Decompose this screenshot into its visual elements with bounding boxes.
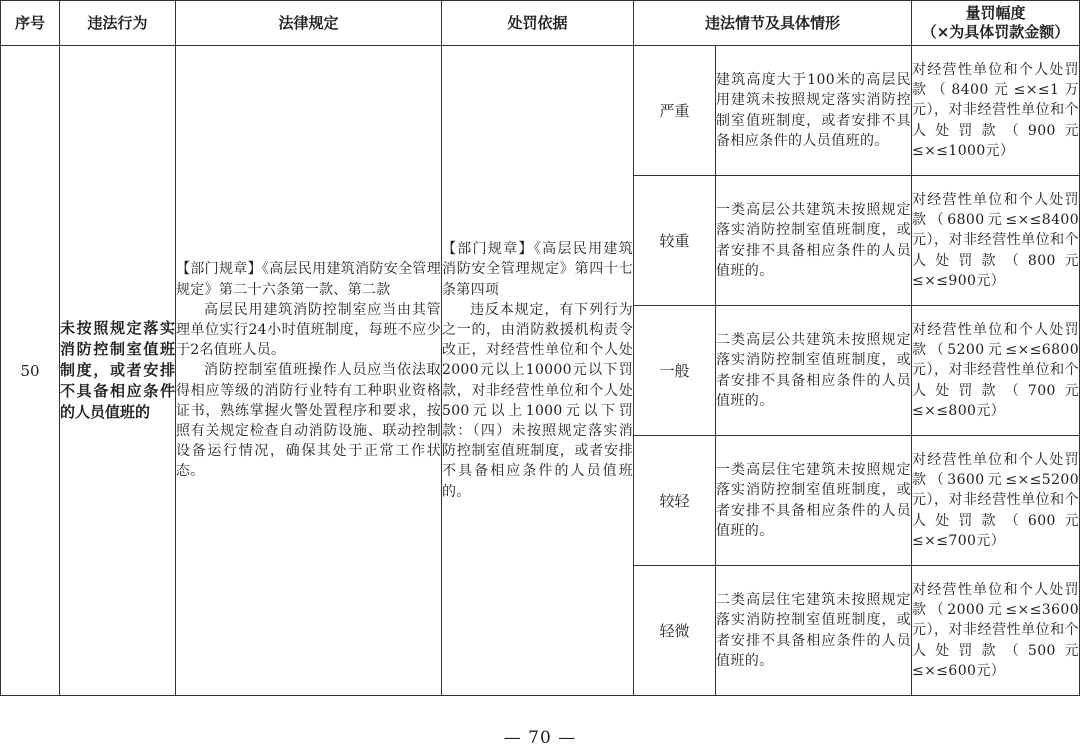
header-act: 违法行为 [60,1,176,46]
basis-text: 违反本规定，有下列行为之一的，由消防救援机构责令改正，对经营性单位和个人处2000元以上10000元以下罚款，对非经营性单位和个人处500元以上1000元以下罚款：（四）未按照规定落实消防控制室值班制度，或者安排不具备相应条件的人员值班的。 [442,301,633,500]
table-row [1,46,1080,176]
law-text-2: 消防控制室值班操作人员应当依法取得相应等级的消防行业特有工种职业资格证书，熟练掌握火警处置程序和要求，按照有关规定检查自动消防设施、联动控制设备运行情况，确保其处于正常工作状态。 [176,362,441,480]
level-penalty: 对经营性单位和个人处罚款（3600元≤×≤5200元），对非经营性单位和个人处罚款（600元≤×≤700元） [912,436,1080,566]
header-basis: 处罚依据 [442,1,634,46]
page-number: — 70 — [503,728,577,748]
header-no: 序号 [1,1,60,46]
level-penalty: 对经营性单位和个人处罚款（8400元≤×≤1万元），对非经营性单位和个人处罚款（900元≤×≤1000元） [912,46,1080,176]
level-description: 建筑高度大于100米的高层民用建筑未按照规定落实消防控制室值班制度，或者安排不具备相应条件的人员值班的。 [716,46,912,176]
law-text-1: 高层民用建筑消防控制室应当由其管理单位实行24小时值班制度，每班不应少于2名值班人员。 [176,301,441,359]
level-description: 二类高层住宅建筑未按照规定落实消防控制室值班制度，或者安排不具备相应条件的人员值班的。 [716,566,912,696]
level-description: 一类高层住宅建筑未按照规定落实消防控制室值班制度，或者安排不具备相应条件的人员值班的。 [716,436,912,566]
level-description: 一类高层公共建筑未按照规定落实消防控制室值班制度，或者安排不具备相应条件的人员值班的。 [716,176,912,306]
header-row [1,1,1080,46]
row-number: 50 [1,46,60,696]
violation-act: 未按照规定落实消防控制室值班制度，或者安排不具备相应条件的人员值班的 [60,46,176,696]
level-label: 较重 [634,176,716,306]
header-law: 法律规定 [176,1,442,46]
header-circumstance: 违法情节及具体情形 [634,1,912,46]
law-source: 【部门规章】《高层民用建筑消防安全管理规定》第二十六条第一款、第二款 [176,261,441,298]
header-range-note: （×为具体罚款金额） [921,23,1070,41]
level-label: 一般 [634,306,716,436]
level-description: 二类高层公共建筑未按照规定落实消防控制室值班制度，或者安排不具备相应条件的人员值班的。 [716,306,912,436]
level-penalty: 对经营性单位和个人处罚款（5200元≤×≤6800元），对非经营性单位和个人处罚款（700元≤×≤800元） [912,306,1080,436]
penalty-basis [442,46,634,696]
level-penalty: 对经营性单位和个人处罚款（2000元≤×≤3600元），对非经营性单位和个人处罚款（500元≤×≤600元） [912,566,1080,696]
header-range [912,1,1080,46]
legal-provision [176,46,442,696]
header-range-title: 量罚幅度 [965,4,1026,22]
basis-source: 【部门规章】《高层民用建筑消防安全管理规定》第四十七条第四项 [442,241,633,298]
level-label: 较轻 [634,436,716,566]
level-penalty: 对经营性单位和个人处罚款（6800元≤×≤8400元），对非经营性单位和个人处罚款（800元≤×≤900元） [912,176,1080,306]
level-label: 轻微 [634,566,716,696]
level-label: 严重 [634,46,716,176]
